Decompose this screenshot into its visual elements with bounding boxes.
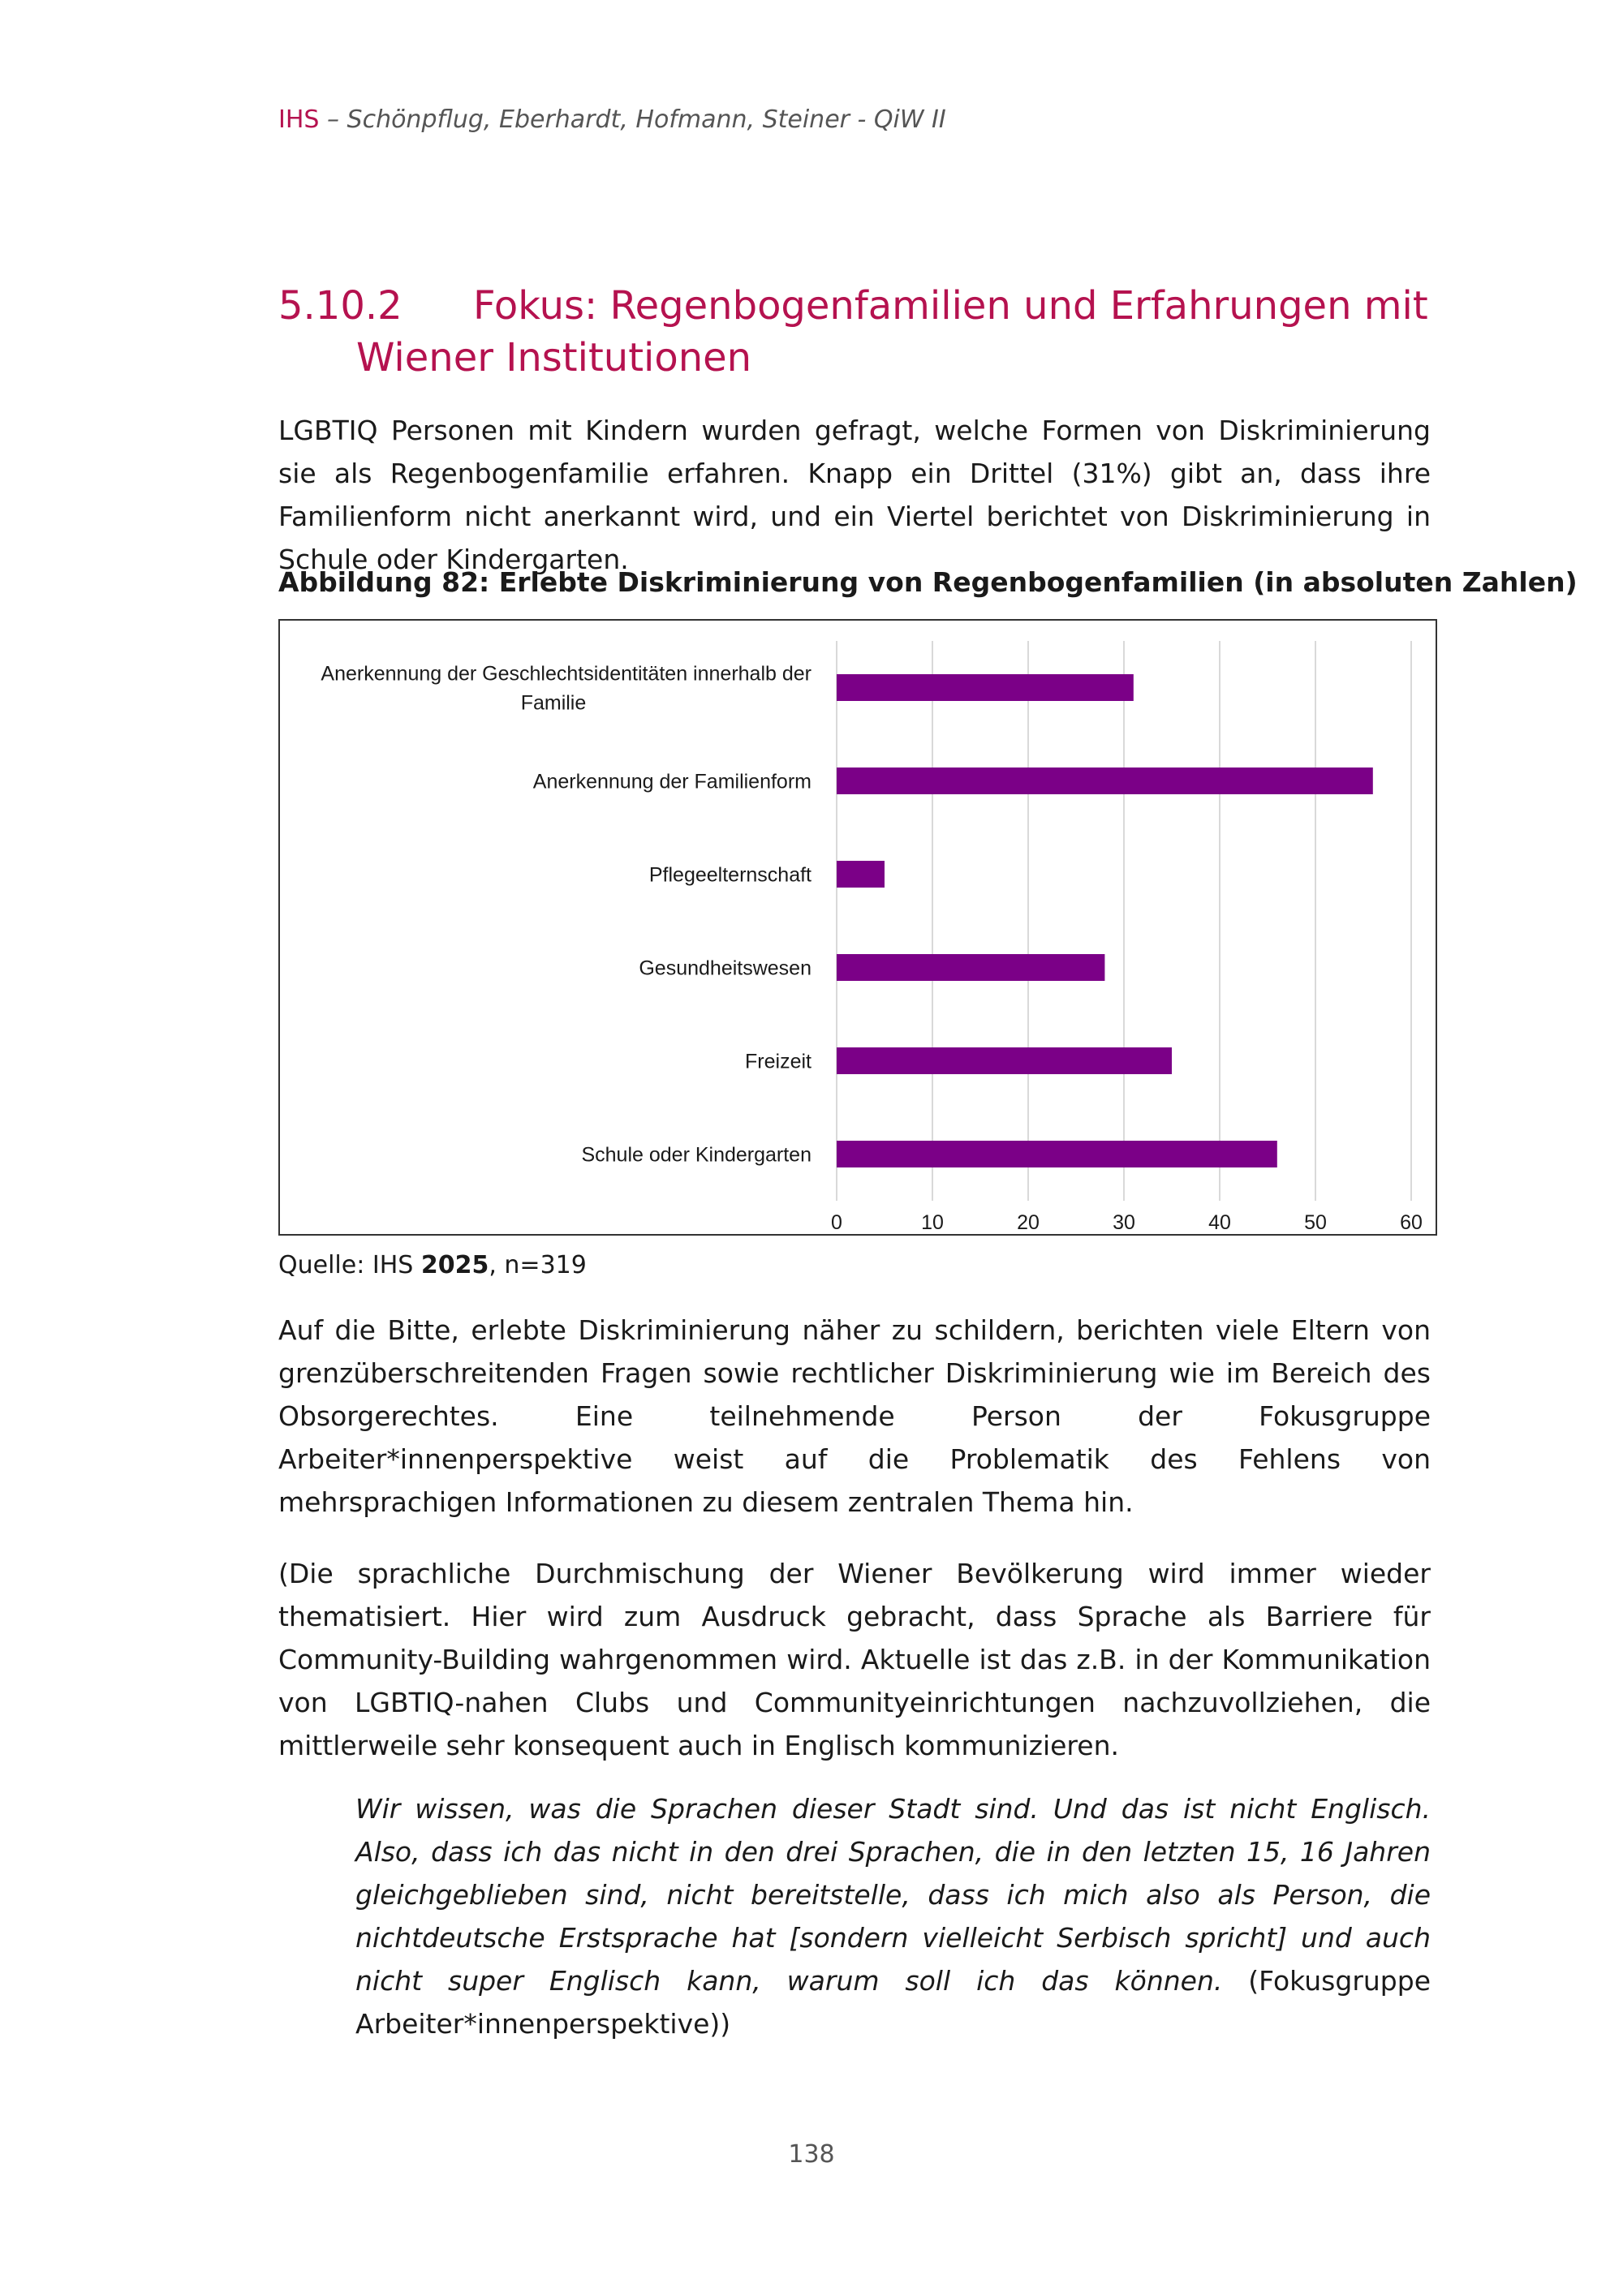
category-label: Gesundheitswesen xyxy=(639,957,812,980)
header-authors: – Schönpflug, Eberhardt, Hofmann, Steiner - QiW II xyxy=(319,105,946,134)
x-tick-label: 60 xyxy=(1400,1211,1423,1234)
category-label: Anerkennung der Geschlechtsidentitäten innerhalb der xyxy=(321,662,812,686)
figure-source xyxy=(278,1251,587,1279)
intro-paragraph: LGBTIQ Personen mit Kindern wurden gefragt, welche Formen von Diskriminierung sie als Regenbogenfamilie erfahren. Knapp ein Drittel (31%) gibt an, dass ihre Familienform nicht anerkannt wird, und ein Viertel berichtet von Diskriminierung in Schule oder Kindergarten. xyxy=(278,415,1431,575)
category-label: Schule oder Kindergarten xyxy=(581,1143,812,1167)
category-label: Pflegeelternschaft xyxy=(648,863,812,887)
source-year: 2025 xyxy=(420,1251,489,1279)
category-label: Familie xyxy=(520,691,587,715)
bar xyxy=(837,767,1373,794)
header-org: IHS xyxy=(278,105,320,134)
chart-frame xyxy=(278,619,1437,1236)
x-tick-label: 10 xyxy=(921,1211,944,1234)
x-tick-label: 50 xyxy=(1304,1211,1327,1234)
source-prefix: Quelle: IHS xyxy=(278,1251,421,1279)
bar xyxy=(837,674,1134,701)
x-tick-label: 30 xyxy=(1113,1211,1135,1234)
category-label: Freizeit xyxy=(745,1050,812,1073)
x-tick-label: 40 xyxy=(1208,1211,1231,1234)
category-label: Anerkennung der Familienform xyxy=(532,770,812,793)
bar xyxy=(837,861,885,888)
paragraph-2: Auf die Bitte, erlebte Diskriminierung näher zu schildern, berichten viele Eltern von grenzüberschreitenden Fragen sowie rechtlicher Diskriminierung wie im Bereich des Obsorgerechtes. Eine teilnehmende Person der Fokusgruppe Arbeiter*innenperspektive weist auf die Problematik des Fehlens von mehrsprachigen Informationen zu diesem zentralen Thema hin. xyxy=(278,1314,1431,1518)
bar xyxy=(837,1141,1277,1167)
section-title-line1: Fokus: Regenbogenfamilien und Erfahrungen mit xyxy=(473,283,1428,329)
x-tick-label: 0 xyxy=(831,1211,842,1234)
section-number: 5.10.2 xyxy=(278,283,403,329)
bar xyxy=(837,954,1104,981)
quote-attribution: (Fokusgruppe Arbeiter*innenperspektive)) xyxy=(355,1965,1431,2040)
section-heading xyxy=(278,280,1431,384)
bar-chart xyxy=(280,621,1436,1234)
paragraph-3: (Die sprachliche Durchmischung der Wiener Bevölkerung wird immer wieder thematisiert. Hier wird zum Ausdruck gebracht, dass Sprache als Barriere für Community-Building wahrgenommen wird. Aktuelle ist das z.B. in der Kommunikation von LGBTIQ-nahen Clubs und Communityeinrichtungen nachzuvollziehen, die mittlerweile sehr konsequent auch in Englisch kommunizieren. xyxy=(278,1558,1431,1761)
bar xyxy=(837,1047,1172,1074)
page-number: 138 xyxy=(788,2140,835,2169)
figure-caption: Abbildung 82: Erlebte Diskriminierung von Regenbogenfamilien (in absoluten Zahlen) xyxy=(278,566,1578,598)
running-header xyxy=(278,105,946,134)
section-title-line2: Wiener Institutionen xyxy=(356,335,752,381)
x-tick-label: 20 xyxy=(1017,1211,1040,1234)
block-quote xyxy=(355,1787,1431,2045)
quote-text: Wir wissen, was die Sprachen dieser Stadt sind. Und das ist nicht Englisch. Also, dass ich das nicht in den drei Sprachen, die in den letzten 15, 16 Jahren gleichgeblieben sind, nicht bereitstelle, dass ich mich also als Person, die nichtdeutsche Erstsprache hat [sondern vielleicht Serbisch spricht] und auch nicht super Englisch kann, warum soll ich das können. xyxy=(355,1793,1431,1997)
source-suffix: , n=319 xyxy=(489,1251,587,1279)
